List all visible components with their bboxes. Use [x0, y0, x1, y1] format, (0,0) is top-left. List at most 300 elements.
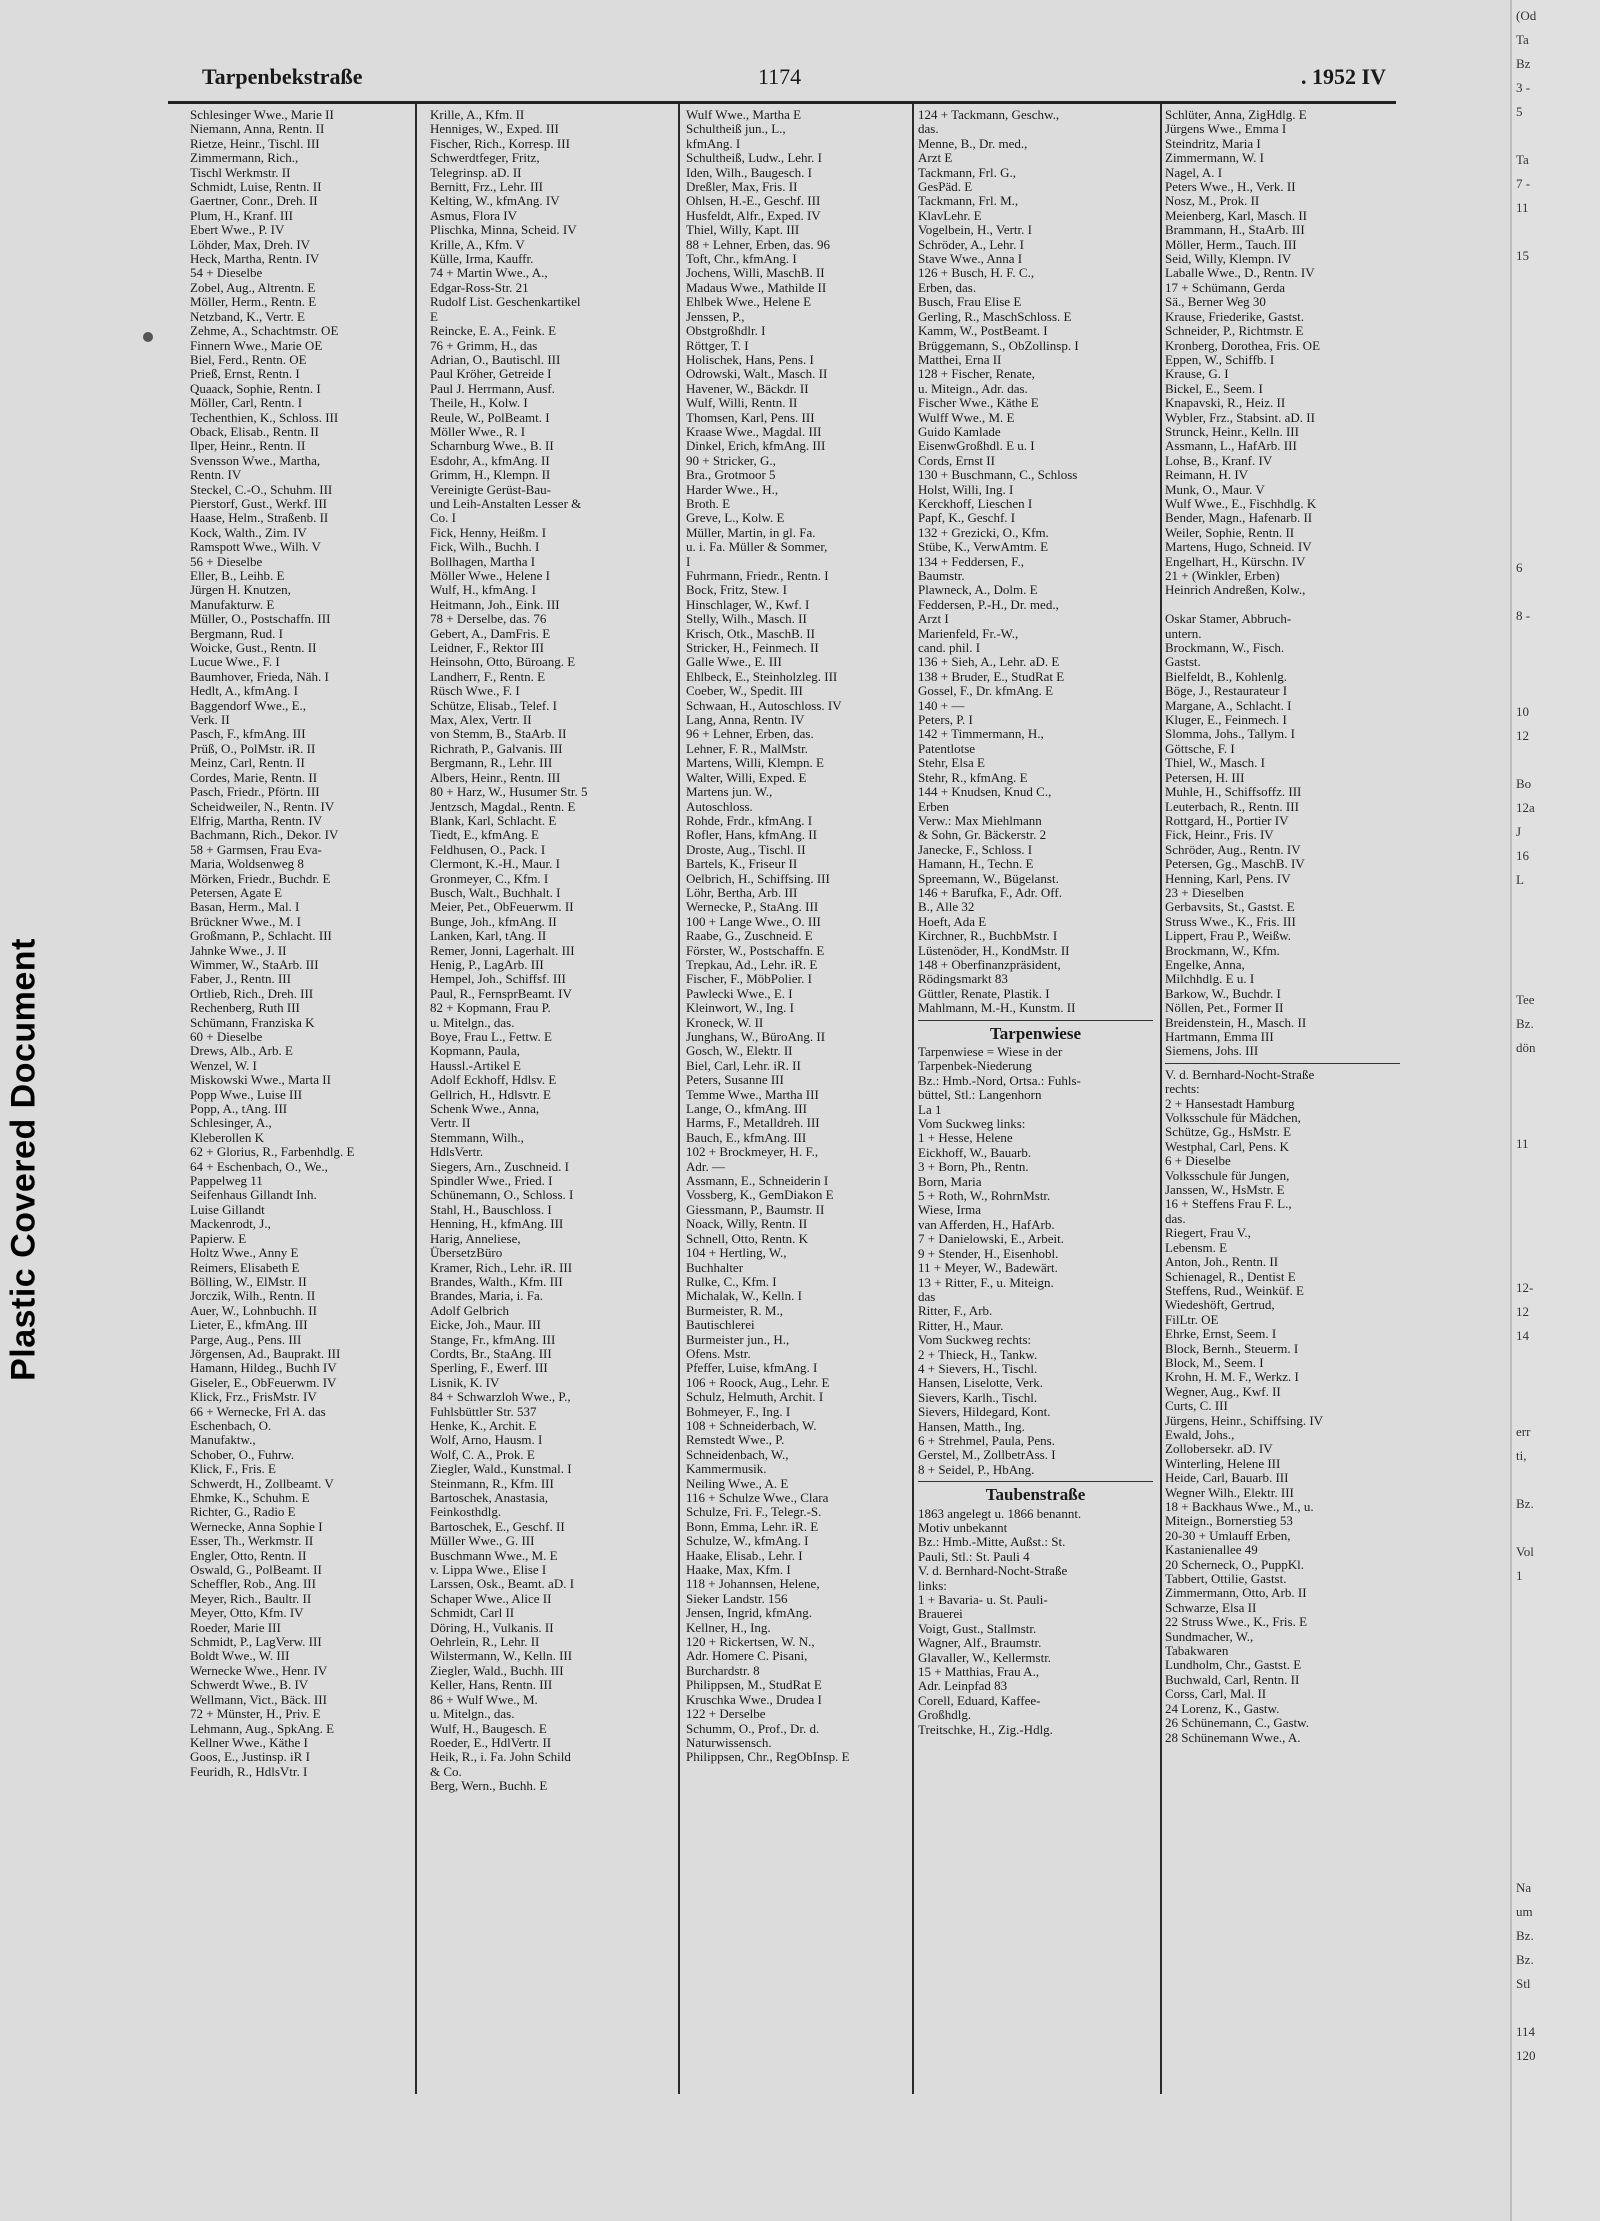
directory-entry: Pappelweg 11	[190, 1174, 263, 1189]
directory-entry: Drews, Alb., Arb. E	[190, 1044, 293, 1059]
directory-entry: Arzt I	[918, 612, 949, 627]
edge-fragment	[1512, 536, 1600, 552]
directory-entry: Rüsch Wwe., F. I	[430, 684, 520, 699]
directory-entry: Breidenstein, H., Masch. II	[1165, 1015, 1307, 1030]
edge-fragment	[1512, 920, 1600, 936]
directory-entry: Droste, Aug., Tischl. II	[686, 842, 806, 857]
directory-entry: Trepkau, Ad., Lehr. iR. E	[686, 957, 818, 972]
directory-entry: Burchardstr. 8	[686, 1663, 760, 1678]
directory-entry: 13 + Ritter, F., u. Miteign.	[918, 1275, 1054, 1290]
directory-entry: untern.	[1165, 626, 1202, 641]
directory-entry: Voigt, Gust., Stallmstr.	[918, 1621, 1037, 1636]
directory-entry: Thiel, W., Masch. I	[1165, 756, 1266, 771]
directory-entry: Remstedt Wwe., P.	[686, 1433, 785, 1448]
directory-entry: Schneidenbach, W.,	[686, 1447, 789, 1462]
directory-entry: das	[918, 1289, 936, 1304]
directory-entry: Haussl.-Artikel E	[430, 1058, 521, 1073]
edge-fragment	[1512, 1160, 1600, 1176]
edge-fragment	[1512, 944, 1600, 960]
directory-entry: Förster, W., Postschaffn. E	[686, 943, 825, 958]
directory-entry: Klick, F., Fris. E	[190, 1462, 276, 1477]
directory-entry: Plawneck, A., Dolm. E	[918, 583, 1038, 598]
directory-entry: 134 + Feddersen, F.,	[918, 554, 1024, 569]
directory-entry: Reincke, E. A., Feink. E	[430, 324, 557, 339]
directory-entry: Woicke, Gust., Rentn. II	[190, 641, 317, 656]
directory-entry: Hansen, Matth., Ing.	[918, 1419, 1025, 1434]
edge-fragment	[1512, 2000, 1600, 2016]
directory-entry: I	[686, 554, 691, 569]
edge-fragment: 15	[1516, 248, 1529, 263]
directory-entry: Sundmacher, W.,	[1165, 1629, 1254, 1644]
directory-entry: 22 Struss Wwe., K., Fris. E	[1165, 1615, 1308, 1630]
directory-entry: Rödingsmarkt 83	[918, 972, 1008, 987]
directory-entry: Lüstenöder, H., KondMstr. II	[918, 943, 1070, 958]
directory-entry: Busch, Frau Elise E	[918, 295, 1022, 310]
directory-entry: Noack, Willy, Rentn. II	[686, 1217, 808, 1232]
directory-entry: Arzt E	[918, 151, 953, 166]
directory-entry: Philippsen, M., StudRat E	[686, 1678, 822, 1693]
directory-entry: Baggendorf Wwe., E.,	[190, 698, 307, 713]
directory-entry: Toft, Chr., kfmAng. I	[686, 252, 797, 267]
directory-entry: Hartmann, Emma III	[1165, 1030, 1274, 1044]
directory-entry: Großhdlg.	[918, 1708, 972, 1723]
edge-fragment	[1512, 1352, 1600, 1368]
directory-entry: 6 + Strehmel, Paula, Pens.	[918, 1433, 1055, 1448]
directory-entry: Jahnke Wwe., J. II	[190, 943, 287, 958]
directory-entry: Ofens. Mstr.	[686, 1346, 751, 1361]
directory-entry: Volksschule für Jungen,	[1165, 1168, 1290, 1183]
directory-entry: Sievers, Hildegard, Kont.	[918, 1405, 1051, 1420]
directory-entry: Biel, Carl, Lehr. iR. II	[686, 1058, 801, 1073]
directory-entry: Scharnburg Wwe., B. II	[430, 439, 554, 454]
directory-entry: Glavaller, W., Kellermstr.	[918, 1650, 1052, 1665]
directory-entry: 2 + Thieck, H., Tankw.	[918, 1347, 1038, 1362]
directory-entry: Holst, Willi, Ing. I	[918, 482, 1014, 497]
edge-fragment: 7 -	[1516, 176, 1531, 191]
directory-entry: Esser, Th., Werkmstr. II	[190, 1534, 314, 1549]
edge-fragment: 10	[1516, 704, 1529, 719]
directory-entry: Engelhart, H., Kürschn. IV	[1165, 554, 1306, 569]
directory-entry: Niemann, Anna, Rentn. II	[190, 122, 325, 137]
directory-entry: Roeder, Marie III	[190, 1620, 281, 1635]
directory-entry: 24 Lorenz, K., Gastw.	[1165, 1701, 1280, 1716]
directory-entry: Schnell, Otto, Rentn. K	[686, 1231, 809, 1246]
directory-entry: Adrian, O., Bautischl. III	[430, 352, 561, 367]
directory-entry: Scheidweiler, N., Rentn. IV	[190, 799, 335, 814]
directory-entry: Bölling, W., ElMstr. II	[190, 1274, 307, 1289]
directory-entry: Zimmermann, Rich.,	[190, 151, 299, 166]
directory-entry: Wulf, H., kfmAng. I	[430, 583, 536, 598]
directory-entry: 2 + Hansestadt Hamburg	[1165, 1096, 1295, 1111]
edge-fragment: (Od	[1516, 8, 1537, 23]
directory-entry: Bz.: Hmb.-Nord, Ortsa.: Fuhls-	[918, 1073, 1081, 1088]
directory-entry: Boye, Frau L., Fettw. E	[430, 1030, 552, 1044]
directory-entry: Mackenrodt, J.,	[190, 1217, 271, 1232]
directory-entry: & Sohn, Gr. Bäckerstr. 2	[918, 828, 1047, 843]
directory-entry: Engelke, Anna,	[1165, 957, 1245, 972]
directory-entry: Schaper Wwe., Alice II	[430, 1591, 552, 1606]
directory-entry: 5 + Roth, W., RohrnMstr.	[918, 1189, 1051, 1204]
directory-entry: Leidner, F., Rektor III	[430, 641, 544, 656]
directory-entry: 54 + Dieselbe	[190, 266, 263, 281]
directory-entry: Muhle, H., Schiffsoffz. III	[1165, 785, 1302, 800]
directory-entry: Ehrke, Ernst, Seem. I	[1165, 1327, 1277, 1342]
directory-entry: Burmeister jun., H.,	[686, 1332, 790, 1347]
edge-fragment	[1512, 440, 1600, 456]
directory-entry: Ramspott Wwe., Wilh. V	[190, 540, 321, 555]
directory-entry: Göttsche, F. I	[1165, 741, 1235, 756]
directory-entry: Müller, O., Postschaffn. III	[190, 612, 331, 627]
directory-entry: Verw.: Max Miehlmann	[918, 813, 1042, 828]
directory-entry: Slomma, Johs., Tallym. I	[1165, 727, 1295, 742]
directory-entry: Schwerdt Wwe., B. IV	[190, 1678, 309, 1693]
directory-entry: 1 + Bavaria- u. St. Pauli-	[918, 1593, 1048, 1608]
directory-entry: Ilper, Heinr., Rentn. II	[190, 439, 306, 454]
directory-entry: Leuterbach, R., Rentn. III	[1165, 799, 1299, 814]
directory-entry: Prüß, O., PolMstr. iR. II	[190, 741, 316, 756]
directory-entry: Jörgensen, Ad., Bauprakt. III	[190, 1346, 341, 1361]
directory-entry: u. i. Fa. Müller & Sommer,	[686, 540, 828, 555]
directory-entry: 76 + Grimm, H., das	[430, 338, 538, 353]
directory-entry: 9 + Stender, H., Eisenhobl.	[918, 1246, 1059, 1261]
directory-entry: Knapavski, R., Heiz. II	[1165, 396, 1286, 411]
directory-entry: Seifenhaus Gillandt Inh.	[190, 1188, 317, 1203]
directory-entry: 144 + Knudsen, Knud C.,	[918, 785, 1052, 800]
directory-entry: Wegner, Aug., Kwf. II	[1165, 1384, 1281, 1399]
directory-entry: Adr. —	[686, 1159, 725, 1174]
directory-entry: La 1	[918, 1102, 942, 1117]
directory-entry: Margane, A., Schlacht. I	[1165, 698, 1292, 713]
edge-fragment	[1512, 488, 1600, 504]
directory-entry: Bock, Fritz, Stew. I	[686, 583, 787, 598]
directory-entry: Schultheiß jun., L.,	[686, 122, 786, 137]
directory-entry: Bergmann, Rud. I	[190, 626, 283, 641]
edge-fragment	[1512, 656, 1600, 672]
directory-entry: Meyer, Rich., Baultr. II	[190, 1591, 312, 1606]
directory-entry: Elfrig, Martha, Rentn. IV	[190, 813, 323, 828]
directory-entry: Boldt Wwe., W. III	[190, 1649, 290, 1664]
directory-entry: 82 + Kopmann, Frau P.	[430, 1001, 551, 1016]
directory-entry: 136 + Sieh, A., Lehr. aD. E	[918, 655, 1060, 670]
directory-entry: Buchhalter	[686, 1260, 744, 1275]
directory-entry: Fischer, Rich., Korresp. III	[430, 136, 570, 151]
directory-entry: Gebert, A., DamFris. E	[430, 626, 551, 641]
directory-entry: Reimann, H. IV	[1165, 468, 1249, 483]
directory-entry: Matthei, Erna II	[918, 352, 1002, 367]
directory-entry: 140 + —	[918, 698, 965, 713]
column-divider	[1160, 104, 1162, 2094]
directory-entry: Ehmke, K., Schuhm. E	[190, 1491, 310, 1505]
edge-fragment	[1512, 680, 1600, 696]
edge-fragment: 12	[1516, 1304, 1529, 1319]
directory-entry: Madaus Wwe., Mathilde II	[686, 280, 827, 295]
directory-entry: Jorczik, Wilh., Rentn. II	[190, 1289, 316, 1304]
edge-fragment: Bz.	[1516, 1496, 1534, 1511]
directory-entry: Löhr, Bertha, Arb. III	[686, 885, 798, 900]
directory-entry: van Afferden, H., HafArb.	[918, 1217, 1055, 1232]
edge-fragment	[1512, 512, 1600, 528]
directory-entry: Biel, Ferd., Rentn. OE	[190, 352, 307, 367]
directory-entry: Adr. Homere C. Pisani,	[686, 1649, 808, 1664]
side-label-text: Plastic Covered Document	[4, 938, 43, 1381]
directory-entry: Zimmermann, Otto, Arb. II	[1165, 1586, 1307, 1601]
directory-entry: Ortlieb, Rich., Dreh. III	[190, 986, 314, 1001]
directory-entry: Coeber, W., Spedit. III	[686, 684, 803, 699]
directory-entry: Wenzel, W. I	[190, 1058, 257, 1073]
directory-entry: Tackmann, Frl. G.,	[918, 165, 1017, 180]
edge-fragment	[1512, 632, 1600, 648]
directory-entry: Techenthien, K., Schloss. III	[190, 410, 339, 425]
directory-entry: Ebert Wwe., P. IV	[190, 223, 285, 238]
directory-entry: Hoeft, Ada E	[918, 914, 987, 929]
edge-fragment	[1512, 1064, 1600, 1080]
directory-entry: 18 + Backhaus Wwe., M., u.	[1165, 1500, 1314, 1514]
directory-entry: Martens, Willi, Klempn. E	[686, 756, 824, 771]
directory-entry: Baumhover, Frieda, Näh. I	[190, 669, 329, 684]
directory-entry: Kelting, W., kfmAng. IV	[430, 194, 560, 209]
directory-entry: Wolf, C. A., Prok. E	[430, 1447, 535, 1462]
edge-fragment: 12-	[1516, 1280, 1534, 1295]
directory-entry: Giseler, E., ObFeuerwm. IV	[190, 1375, 337, 1390]
directory-entry: Lanken, Karl, tAng. II	[430, 929, 547, 944]
directory-entry: Schütze, Elisab., Telef. I	[430, 698, 558, 713]
directory-entry: Pfeffer, Luise, kfmAng. I	[686, 1361, 818, 1376]
directory-entry: Böge, J., Restaurateur I	[1165, 684, 1288, 699]
edge-fragment	[1512, 1688, 1600, 1704]
directory-entry: Milchhdlg. E u. I	[1165, 972, 1255, 987]
directory-entry: Wolf, Arno, Hausm. I	[430, 1433, 543, 1448]
directory-entry: 146 + Barufka, F., Adr. Off.	[918, 885, 1062, 900]
directory-entry: Heck, Martha, Rentn. IV	[190, 252, 320, 267]
directory-entry: Meier, Pet., ObFeuerwm. II	[430, 900, 574, 915]
directory-entry: Manufaktw.,	[190, 1433, 256, 1448]
directory-column-1	[190, 108, 425, 2108]
directory-entry: Großmann, P., Schlacht. III	[190, 929, 332, 944]
directory-entry: Assmann, L., HafArb. III	[1165, 439, 1297, 454]
directory-entry: 90 + Stricker, G.,	[686, 453, 776, 468]
directory-entry: Feuridh, R., HdlsVtr. I	[190, 1764, 308, 1779]
directory-entry: Ziegler, Wald., Kunstmal. I	[430, 1462, 572, 1477]
directory-entry: Cordts, Br., StaAng. III	[430, 1346, 552, 1361]
directory-entry: Henniges, W., Exped. III	[430, 122, 559, 137]
directory-entry: 16 + Steffens Frau F. L.,	[1165, 1197, 1292, 1212]
directory-entry: Keller, Hans, Rentn. III	[430, 1678, 553, 1693]
directory-entry: Spindler Wwe., Fried. I	[430, 1174, 553, 1189]
edge-fragment: Tee	[1516, 992, 1535, 1007]
directory-entry: Wellmann, Vict., Bäck. III	[190, 1692, 327, 1707]
directory-entry: Jenssen, P.,	[686, 309, 745, 324]
directory-entry: Möller Wwe., R. I	[430, 424, 526, 439]
edge-fragment	[1512, 752, 1600, 768]
edge-fragment	[1512, 1184, 1600, 1200]
directory-entry: Krille, A., Kfm. II	[430, 108, 525, 122]
year-section: . 1952 IV	[1301, 64, 1386, 89]
directory-entry: Eicke, Joh., Maur. III	[430, 1318, 541, 1333]
directory-entry: Tabbert, Ottilie, Gastst.	[1165, 1572, 1287, 1587]
directory-entry: Wernecke, Anna Sophie I	[190, 1519, 323, 1534]
directory-entry: Jürgens, Heinr., Schiffsing. IV	[1165, 1413, 1324, 1428]
directory-entry: Schulze, Fri. F., Telegr.-S.	[686, 1505, 822, 1520]
directory-entry: V. d. Bernhard-Nocht-Straße	[918, 1564, 1068, 1579]
edge-fragment	[1512, 1784, 1600, 1800]
edge-fragment: 8 -	[1516, 608, 1531, 623]
directory-entry: Steindritz, Maria I	[1165, 136, 1261, 151]
directory-entry: Kellner Wwe., Käthe I	[190, 1735, 308, 1750]
directory-entry: Hinschlager, W., Kwf. I	[686, 597, 810, 612]
directory-entry: Haase, Helm., Straßenb. II	[190, 511, 329, 526]
directory-entry: Adolf Eckhoff, Hdlsv. E	[430, 1073, 557, 1088]
directory-entry: E	[430, 309, 438, 324]
directory-entry: Schmidt, P., LagVerw. III	[190, 1635, 322, 1650]
directory-entry: Wiese, Irma	[918, 1203, 982, 1218]
directory-entry: Zollobersekr. aD. IV	[1165, 1442, 1273, 1457]
directory-entry: Schober, O., Fuhrw.	[190, 1447, 295, 1462]
directory-entry: Iden, Wilh., Baugesch. I	[686, 165, 812, 180]
directory-entry: Ziegler, Wald., Buchh. III	[430, 1663, 564, 1678]
directory-entry: Kerckhoff, Lieschen I	[918, 496, 1033, 511]
edge-fragment: 3 -	[1516, 80, 1531, 95]
directory-entry: rechts:	[1165, 1082, 1200, 1097]
directory-entry: Rulke, C., Kfm. I	[686, 1274, 777, 1289]
directory-entry: Faber, J., Rentn. III	[190, 972, 291, 987]
directory-entry: Burmeister, R. M.,	[686, 1303, 783, 1318]
edge-fragment: Ta	[1516, 152, 1529, 167]
directory-entry: 142 + Timmermann, H.,	[918, 727, 1044, 742]
side-label	[4, 880, 44, 1440]
directory-entry: Heide, Carl, Bauarb. III	[1165, 1471, 1289, 1486]
directory-entry: Kamm, W., PostBeamt. I	[918, 324, 1048, 339]
directory-entry: Petersen, H. III	[1165, 770, 1245, 785]
directory-entry: Haake, Elisab., Lehr. I	[686, 1548, 803, 1563]
directory-entry: Pasch, F., kfmAng. III	[190, 727, 306, 742]
directory-entry: 56 + Dieselbe	[190, 554, 263, 569]
directory-entry: Albers, Heinr., Rentn. III	[430, 770, 561, 785]
directory-entry: Krohn, H. M. F., Werkz. I	[1165, 1370, 1299, 1385]
directory-entry: Buchwald, Carl, Rentn. II	[1165, 1672, 1300, 1687]
edge-fragment	[1512, 368, 1600, 384]
directory-entry: Wilstermann, W., Kelln. III	[430, 1649, 573, 1664]
directory-entry: Pasch, Friedr., Pförtn. III	[190, 785, 320, 800]
directory-entry: 3 + Born, Ph., Rentn.	[918, 1160, 1029, 1175]
directory-entry: Giessmann, P., Baumstr. II	[686, 1202, 825, 1217]
directory-entry: Struss Wwe., K., Fris. III	[1165, 914, 1296, 929]
directory-entry: 23 + Dieselben	[1165, 885, 1244, 900]
directory-entry: Stahl, H., Bauschloss. I	[430, 1202, 552, 1217]
directory-entry: 96 + Lehner, Erben, das.	[686, 727, 814, 742]
directory-entry: Manufakturw. E	[190, 597, 275, 612]
directory-entry: Haake, Max, Kfm. I	[686, 1563, 791, 1578]
edge-fragment: Bz.	[1516, 1928, 1534, 1943]
edge-fragment: Vol	[1516, 1544, 1534, 1559]
directory-entry: Remer, Jonni, Lagerhalt. III	[430, 943, 575, 958]
directory-entry: Adolf Gelbrich	[430, 1303, 510, 1318]
directory-entry: Gastst.	[1165, 655, 1201, 670]
directory-entry: Clermont, K.-H., Maur. I	[430, 857, 560, 872]
directory-entry: Krause, Friederike, Gastst.	[1165, 309, 1304, 324]
directory-entry: Lohse, B., Kranf. IV	[1165, 453, 1273, 468]
directory-entry: Fischer, F., MöbPolier. I	[686, 972, 812, 987]
directory-entry: Oskar Stamer, Abbruch-	[1165, 612, 1292, 627]
directory-entry: 116 + Schulze Wwe., Clara	[686, 1491, 829, 1505]
directory-entry: Bender, Magn., Hafenarb. II	[1165, 511, 1313, 526]
directory-entry: Parge, Aug., Pens. III	[190, 1332, 302, 1347]
edge-fragment	[1512, 1112, 1600, 1128]
directory-entry: Busch, Walt., Buchhalt. I	[430, 885, 561, 900]
directory-entry: Anton, Joh., Rentn. II	[1165, 1255, 1279, 1270]
directory-column-2	[430, 108, 665, 2108]
directory-entry: Wulf, Willi, Rentn. II	[686, 396, 798, 411]
directory-entry: Tiedt, E., kfmAng. E	[430, 828, 539, 843]
directory-entry: Heinsohn, Otto, Büroang. E	[430, 655, 576, 670]
directory-entry: Fuhlsbüttler Str. 537	[430, 1404, 537, 1419]
directory-entry: Meinz, Carl, Rentn. II	[190, 756, 305, 771]
directory-entry: Buschmann Wwe., M. E	[430, 1548, 558, 1563]
directory-entry: Schwerdtfeger, Fritz,	[430, 151, 540, 166]
directory-entry: Bonn, Emma, Lehr. iR. E	[686, 1519, 819, 1534]
directory-entry: Janssen, W., HsMstr. E	[1165, 1183, 1285, 1198]
directory-entry: Paul, R., FernsprBeamt. IV	[430, 986, 572, 1001]
edge-fragment	[1512, 272, 1600, 288]
directory-entry: Ehlbeck, E., Steinholzleg. III	[686, 669, 838, 684]
directory-entry: Rechenberg, Ruth III	[190, 1001, 300, 1016]
edge-fragment	[1512, 392, 1600, 408]
directory-entry: Brauerei	[918, 1607, 963, 1622]
directory-column-5	[1165, 108, 1400, 2108]
directory-entry: Brandes, Maria, i. Fa.	[430, 1289, 544, 1304]
directory-entry: Kleberollen K	[190, 1130, 265, 1145]
edge-fragment	[1512, 968, 1600, 984]
directory-entry: Güttler, Renate, Plastik. I	[918, 986, 1050, 1001]
section-heading: Taubenstraße	[985, 1485, 1086, 1505]
directory-entry: cand. phil. I	[918, 641, 981, 656]
edge-fragment	[1512, 464, 1600, 480]
directory-entry: Papierw. E	[190, 1231, 247, 1246]
directory-entry: Verk. II	[190, 713, 230, 728]
edge-fragment	[1512, 416, 1600, 432]
directory-entry: & Co.	[430, 1764, 462, 1779]
directory-entry: Schienagel, R., Dentist E	[1165, 1269, 1296, 1284]
directory-entry: Miskowski Wwe., Marta II	[190, 1073, 331, 1088]
directory-entry: u. Miteign., Adr. das.	[918, 381, 1028, 396]
directory-entry: links:	[918, 1578, 947, 1593]
adjacent-page-edge	[1510, 0, 1600, 2221]
directory-entry: Esdohr, A., kfmAng. II	[430, 453, 550, 468]
directory-entry: Raabe, G., Zuschneid. E	[686, 929, 813, 944]
edge-fragment	[1512, 128, 1600, 144]
directory-entry: Eschenbach, O.	[190, 1418, 272, 1433]
directory-entry: 17 + Schümann, Gerda	[1165, 280, 1285, 295]
directory-entry: Lieter, E., kfmAng. III	[190, 1318, 308, 1333]
directory-entry: 106 + Roock, Aug., Lehr. E	[686, 1375, 830, 1390]
edge-fragment: Bo	[1516, 776, 1532, 791]
directory-entry: Reimers, Elisabeth E	[190, 1260, 300, 1275]
directory-entry: Möller, Carl, Rentn. I	[190, 396, 303, 411]
directory-entry: Thomsen, Karl, Pens. III	[686, 410, 815, 425]
directory-entry: Bollhagen, Martha I	[430, 554, 536, 569]
directory-entry: Kruschka Wwe., Drudea I	[686, 1692, 822, 1707]
directory-entry: und Leih-Anstalten Lesser &	[430, 496, 582, 511]
directory-entry: Pierstorf, Gust., Werkf. III	[190, 496, 327, 511]
directory-entry: Quaack, Sophie, Rentn. I	[190, 381, 321, 396]
directory-entry: Eppen, W., Schiffb. I	[1165, 352, 1275, 367]
directory-entry: Bartoschek, Anastasia,	[430, 1491, 549, 1505]
edge-fragment	[1512, 1640, 1600, 1656]
directory-entry: 88 + Lehner, Erben, das. 96	[686, 237, 830, 252]
edge-fragment	[1512, 584, 1600, 600]
directory-entry: Ritter, H., Maur.	[918, 1318, 1004, 1333]
directory-entry: Schröder, Aug., Rentn. IV	[1165, 842, 1301, 857]
directory-entry: Bauch, E., kfmAng. III	[686, 1130, 807, 1145]
